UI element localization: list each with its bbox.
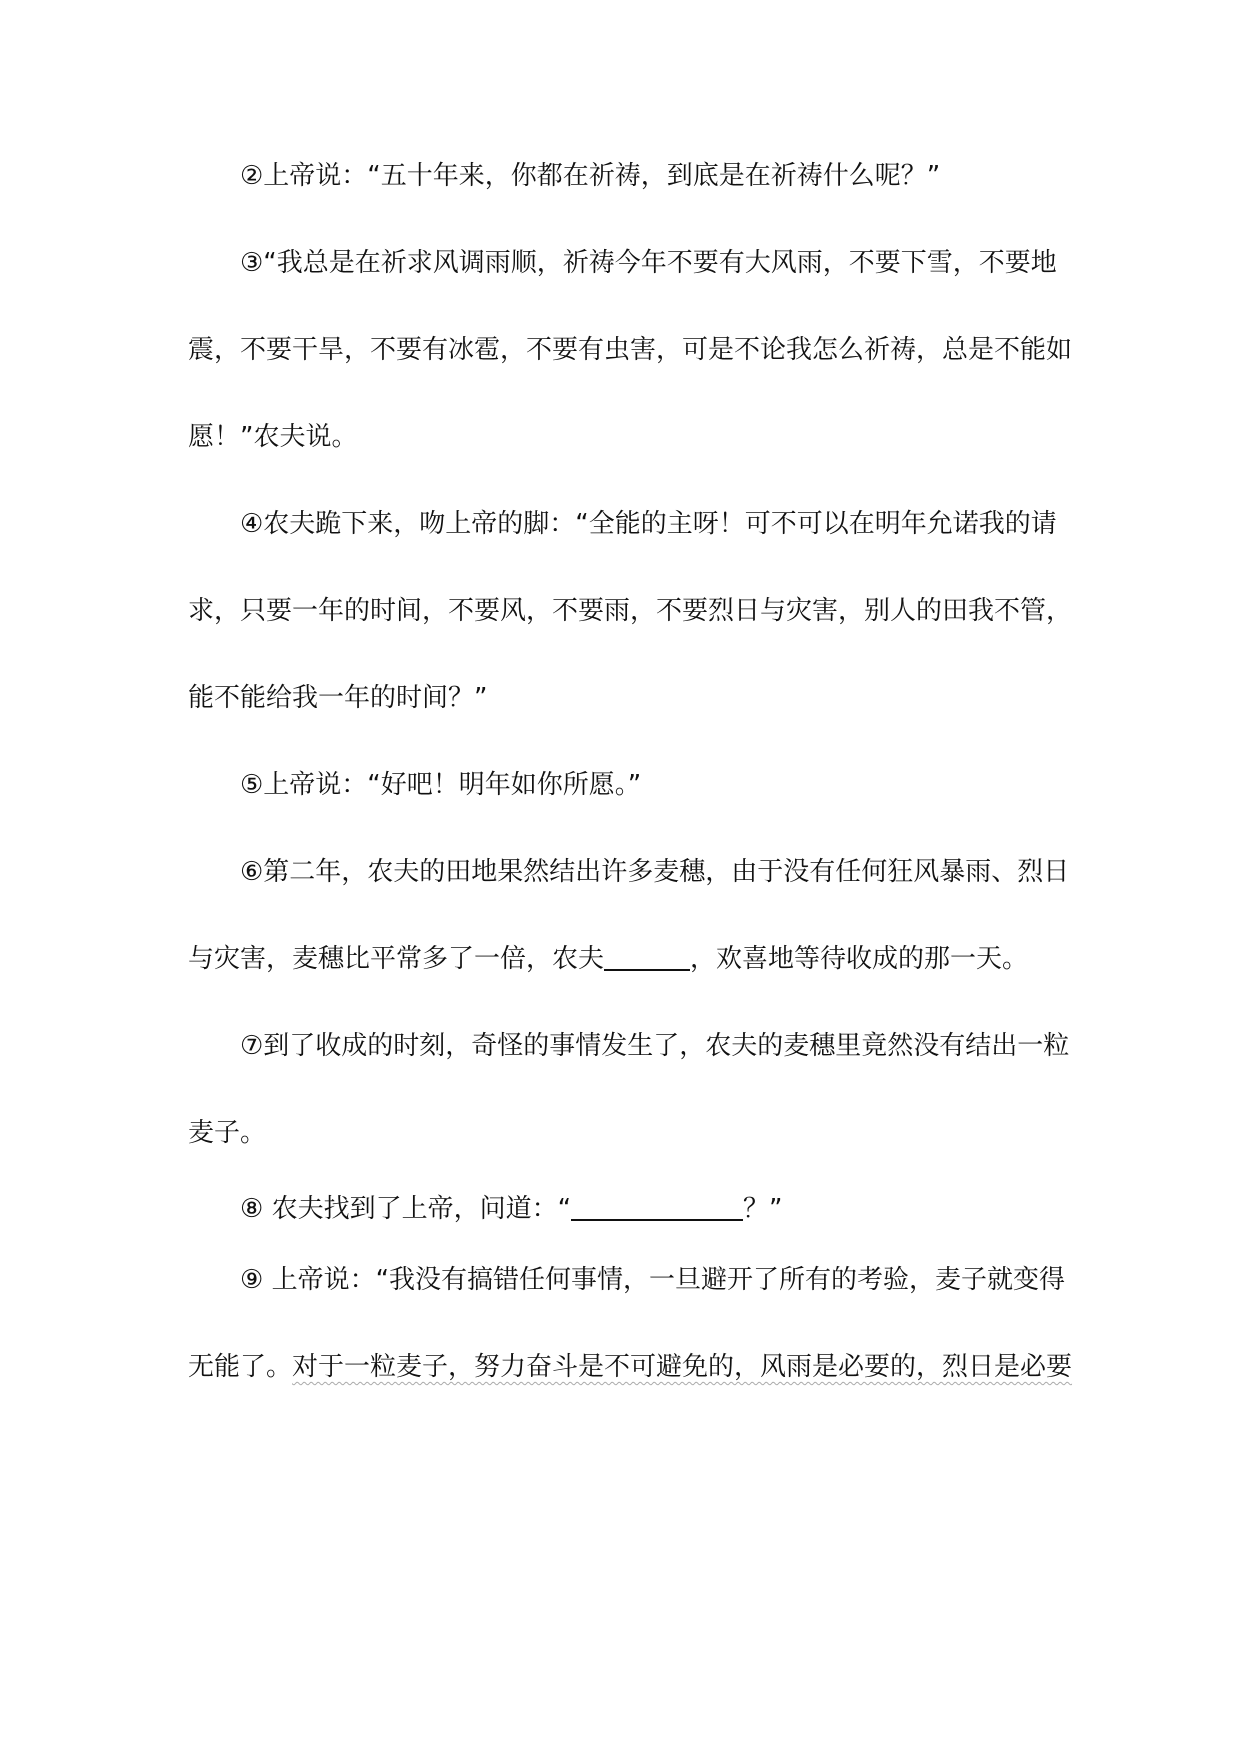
answer-blank-2[interactable] <box>571 1193 743 1221</box>
paragraph-6-line-2 <box>188 941 1048 977</box>
paragraph-3-line-1: ③“我总是在祈求风调雨顺，祈祷今年不要有大风雨，不要下雪，不要地 <box>240 248 1057 278</box>
paragraph-9-line-1: ⑨ 上帝说：“我没有搞错任何事情，一旦避开了所有的考验，麦子就变得 <box>240 1265 1066 1295</box>
paragraph-6-line-1: ⑥第二年，农夫的田地果然结出许多麦穗，由于没有任何狂风暴雨、烈日 <box>240 857 1070 887</box>
paragraph-4-line-3: 能不能给我一年的时间？” <box>188 683 488 713</box>
paragraph-8-start: ⑧ 农夫找到了上帝，问道：“ <box>240 1194 572 1224</box>
paragraph-8-end: ？” <box>743 1194 783 1224</box>
paragraph-8-line <box>240 1191 1048 1227</box>
paragraph-5-line: ⑤上帝说：“好吧！明年如你所愿。” <box>240 770 642 800</box>
paragraph-2-line: ②上帝说：“五十年来，你都在祈祷，到底是在祈祷什么呢？” <box>240 161 941 191</box>
paragraph-7-line-1: ⑦到了收成的时刻，奇怪的事情发生了，农夫的麦穗里竟然没有结出一粒 <box>240 1031 1070 1061</box>
paragraph-9-line-2-start: 无能了。 <box>188 1352 293 1382</box>
wavy-underlined-sentence: 对于一粒麦子，努力奋斗是不可避免的，风雨是必要的，烈日是必要 <box>292 1352 1073 1382</box>
paragraph-9-line-2 <box>188 1349 1073 1385</box>
paragraph-6-line-2-start: 与灾害，麦穗比平常多了一倍，农夫 <box>188 944 605 974</box>
paragraph-6-line-2-end: ，欢喜地等待收成的那一天。 <box>690 944 1029 974</box>
paragraph-7-line-2: 麦子。 <box>188 1118 267 1148</box>
paragraph-4-line-1: ④农夫跪下来，吻上帝的脚：“全能的主呀！可不可以在明年允诺我的请 <box>240 509 1057 539</box>
paragraph-3-line-2: 震，不要干旱，不要有冰雹，不要有虫害，可是不论我怎么祈祷，总是不能如 <box>188 335 1073 365</box>
paragraph-3-line-3: 愿！”农夫说。 <box>188 422 358 452</box>
answer-blank-1[interactable] <box>604 943 690 971</box>
paragraph-4-line-2: 求，只要一年的时间，不要风，不要雨，不要烈日与灾害，别人的田我不管， <box>188 596 1073 626</box>
